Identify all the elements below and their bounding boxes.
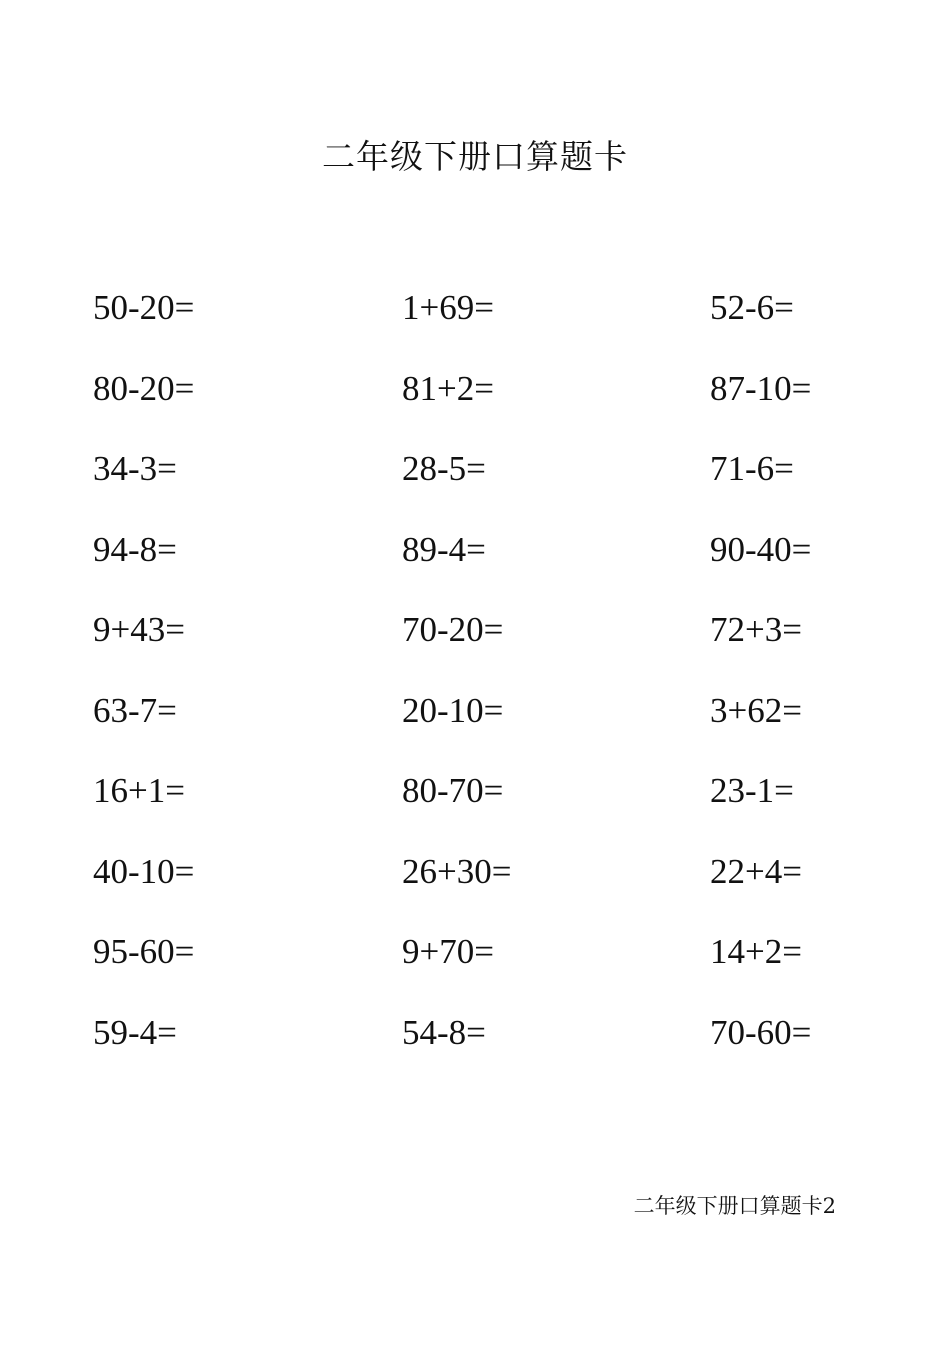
arithmetic-problem: 80-70=	[402, 771, 504, 810]
page-title: 二年级下册口算题卡	[322, 137, 628, 176]
arithmetic-problem: 1+69=	[402, 288, 494, 327]
footer-note: 二年级下册口算题卡2	[633, 1194, 836, 1218]
arithmetic-problem: 16+1=	[93, 771, 185, 810]
problem-row	[93, 607, 853, 688]
arithmetic-problem: 63-7=	[93, 690, 177, 730]
problem-row	[93, 1010, 853, 1091]
arithmetic-problem: 40-10=	[93, 851, 195, 891]
arithmetic-problem: 59-4=	[93, 1012, 177, 1052]
arithmetic-problem: 23-1=	[710, 771, 794, 810]
arithmetic-problem: 90-40=	[710, 529, 812, 569]
arithmetic-problem: 81+2=	[402, 368, 494, 408]
arithmetic-problem: 26+30=	[402, 851, 512, 891]
arithmetic-problem: 54-8=	[402, 1012, 486, 1052]
arithmetic-problem: 14+2=	[710, 932, 802, 971]
arithmetic-problem: 71-6=	[710, 449, 794, 488]
arithmetic-problem: 9+43=	[93, 610, 185, 649]
problem-row	[93, 688, 853, 769]
arithmetic-problem: 72+3=	[710, 610, 802, 649]
arithmetic-problem: 22+4=	[710, 851, 802, 891]
arithmetic-problem: 70-60=	[710, 1012, 812, 1052]
arithmetic-problem: 34-3=	[93, 449, 177, 488]
problem-grid	[93, 285, 853, 1090]
problem-row	[93, 366, 853, 447]
arithmetic-problem: 50-20=	[93, 288, 195, 327]
arithmetic-problem: 9+70=	[402, 932, 494, 971]
problem-row	[93, 929, 853, 1010]
arithmetic-problem: 20-10=	[402, 690, 504, 730]
arithmetic-problem: 95-60=	[93, 932, 195, 971]
arithmetic-problem: 94-8=	[93, 529, 177, 569]
problem-row	[93, 768, 853, 849]
problem-row	[93, 446, 853, 527]
arithmetic-problem: 52-6=	[710, 288, 794, 327]
arithmetic-problem: 28-5=	[402, 449, 486, 488]
arithmetic-problem: 80-20=	[93, 368, 195, 408]
arithmetic-problem: 70-20=	[402, 610, 504, 649]
arithmetic-problem: 89-4=	[402, 529, 486, 569]
problem-row	[93, 527, 853, 608]
arithmetic-problem: 87-10=	[710, 368, 812, 408]
problem-row	[93, 849, 853, 930]
problem-row	[93, 285, 853, 366]
arithmetic-problem: 3+62=	[710, 690, 802, 730]
